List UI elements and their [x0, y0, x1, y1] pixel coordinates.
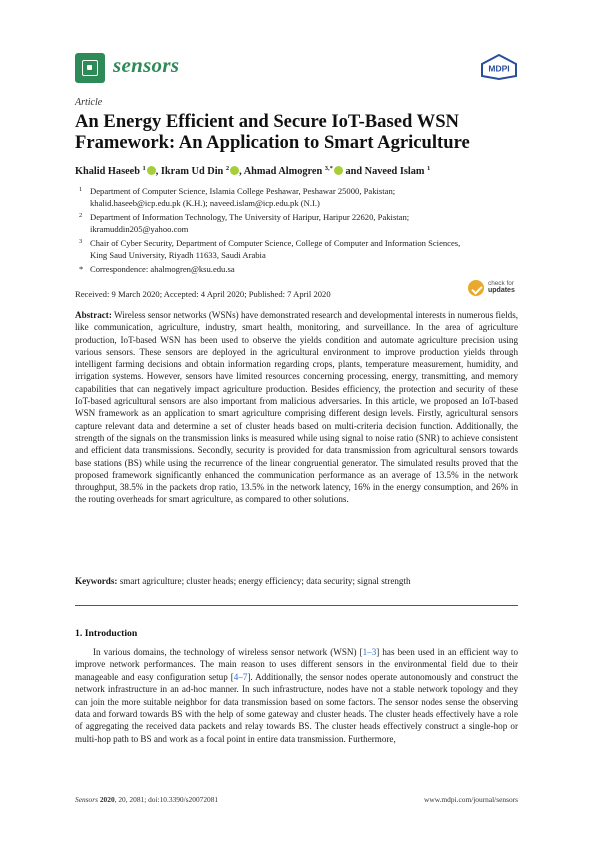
author-affiliation-mark: 1	[427, 165, 431, 172]
affiliation-mark: 3	[79, 238, 83, 245]
publication-dates: Received: 9 March 2020; Accepted: 4 April 2020; Published: 7 April 2020	[75, 289, 331, 299]
affiliation-line: Chair of Cyber Security, Department of Computer Science, College of Computer and Information Sciences,	[90, 238, 461, 248]
affiliation-item	[75, 211, 525, 235]
footer-doi: , 20, 2081; doi:10.3390/s20072081	[114, 795, 219, 804]
paragraph-text: In various domains, the technology of wireless sensor network (WSN) [	[93, 647, 363, 657]
check-for-updates-button[interactable]	[468, 278, 528, 302]
footer-citation	[75, 795, 218, 804]
affiliation-mark: 1	[79, 186, 83, 193]
paragraph-text: ]. Additionally, the sensor nodes operate autonomously and construct the network infrastructure in an ad-hoc manner. In such infrastructure, nodes have not a stable network topology and they can join the more suitable neighbor for data transmission based on some factors. The sensor nodes sense the observing data and forward towards BS with the help of some gateway and cluster heads. The cluster heads effectively have a role of aggregating the received data packets and relay towards BS. The cluster heads effectively construct a single-hop or multi-hop path to BS and work as a focal point in entire data transmission. Furthermore,	[75, 671, 518, 744]
affiliation-line: ikramuddin205@yahoo.com	[90, 224, 189, 234]
affiliation-item	[75, 263, 525, 275]
affiliation-line: Department of Information Technology, The University of Haripur, Haripur 22620, Pakistan;	[90, 212, 410, 222]
affiliation-line: Correspondence: ahalmogren@ksu.edu.sa	[90, 264, 235, 274]
citation-link[interactable]: 4–7	[233, 671, 248, 682]
author-name: Khalid Haseeb	[75, 166, 143, 177]
check-updates-line2: updates	[488, 287, 515, 294]
affiliations	[75, 185, 525, 277]
keywords-label: Keywords:	[75, 576, 118, 586]
footer-journal: Sensors	[75, 795, 98, 804]
author-affiliation-mark: 2	[225, 165, 230, 172]
orcid-icon[interactable]	[147, 166, 156, 175]
check-updates-icon	[468, 280, 484, 296]
journal-name: sensors	[113, 53, 180, 77]
introduction-paragraph	[75, 646, 518, 745]
paragraph-text: ] has been used in an efficient way to improve network performances. The main reason to uses different sensors in the environmental field due to their manageable and easy configuration setup [	[75, 647, 519, 682]
section-title: 1. Introduction	[75, 628, 138, 639]
author-name: Naveed Islam	[364, 166, 428, 177]
abstract-label: Abstract:	[75, 310, 112, 320]
abstract-text: Wireless sensor networks (WSNs) have demonstrated research and developmental interests in numerous fields, like communication, agriculture, industry, smart health, monitoring, and surveillance. In the area of agriculture production, IoT-based WSN has been used to observe the yields condition and automate agriculture precision using various sensors. These sensors are deployed in the agricultural environment to improve production yields through intelligent farming decisions and obtain information regarding crops, plants, temperature measurement, humidity, and irrigation systems. However, sensors have limited resources concerning processing, energy, transmitting, and memory capabilities that can negatively impact agriculture production. Besides efficiency, the protection and security of these IoT-based agricultural sensors are also important from malicious adversaries. In this article, we proposed an IoT-based WSN framework as an application to smart agriculture comprising different design levels. Firstly, agricultural sensors capture relevant data and determine a set of cluster heads based on multi-criteria decision function. Additionally, the strength of the signals on the transmission links is measured while using signal to noise ratio (SNR) to achieve consistent and efficient data transmissions. Secondly, security is provided for data transmission from agricultural sensors towards base stations (BS) while using the recurrence of the linear congruential generator. The simulated results proved that the proposed framework significantly enhanced the communication performance as an average of 13.5% in the network throughput, 38.5% in the packets drop ratio, 13.5% in the network latency, 16% in the energy consumption, and 26% in the routing overheads for smart agriculture, as compared to other solutions.	[75, 310, 519, 505]
author-affiliation-mark: 1	[142, 165, 146, 172]
orcid-icon[interactable]	[334, 166, 343, 175]
author-separator: ,	[239, 166, 244, 177]
citation-link[interactable]: 1–3	[362, 647, 377, 657]
journal-logo-icon	[75, 53, 105, 83]
keywords-text: smart agriculture; cluster heads; energy efficiency; data security; signal strength	[119, 576, 411, 586]
author-separator: ,	[155, 166, 161, 177]
affiliation-line: King Saud University, Riyadh 11633, Saudi Arabia	[90, 250, 266, 260]
article-type: Article	[75, 97, 103, 108]
footer-year: 2020	[99, 795, 115, 804]
affiliation-line: khalid.haseeb@icp.edu.pk (K.H.); naveed.islam@icp.edu.pk (N.I.)	[90, 198, 320, 208]
mdpi-logo-text: MDPI	[488, 63, 510, 74]
affiliation-item	[75, 185, 525, 209]
keywords	[75, 576, 518, 586]
orcid-icon[interactable]	[230, 166, 239, 175]
affiliation-item	[75, 237, 525, 261]
check-updates-line1: check for	[488, 280, 514, 287]
footer-journal-link[interactable]: www.mdpi.com/journal/sensors	[424, 795, 518, 804]
section-divider	[75, 605, 518, 606]
author-name: Ikram Ud Din	[160, 166, 226, 177]
author-affiliation-mark: 3,*	[324, 165, 333, 172]
affiliation-mark: 2	[79, 212, 83, 219]
affiliation-line: Department of Computer Science, Islamia College Peshawar, Peshawar 25000, Pakistan;	[90, 186, 396, 196]
author-separator: and	[342, 166, 365, 177]
affiliation-mark: *	[79, 264, 84, 274]
author-list	[75, 166, 430, 177]
mdpi-logo-icon	[480, 54, 518, 80]
abstract	[75, 309, 518, 506]
author-name: Ahmad Almogren	[243, 166, 325, 177]
article-title: An Energy Efficient and Secure IoT-Based WSN Framework: An Application to Smart Agriculture	[75, 111, 470, 153]
